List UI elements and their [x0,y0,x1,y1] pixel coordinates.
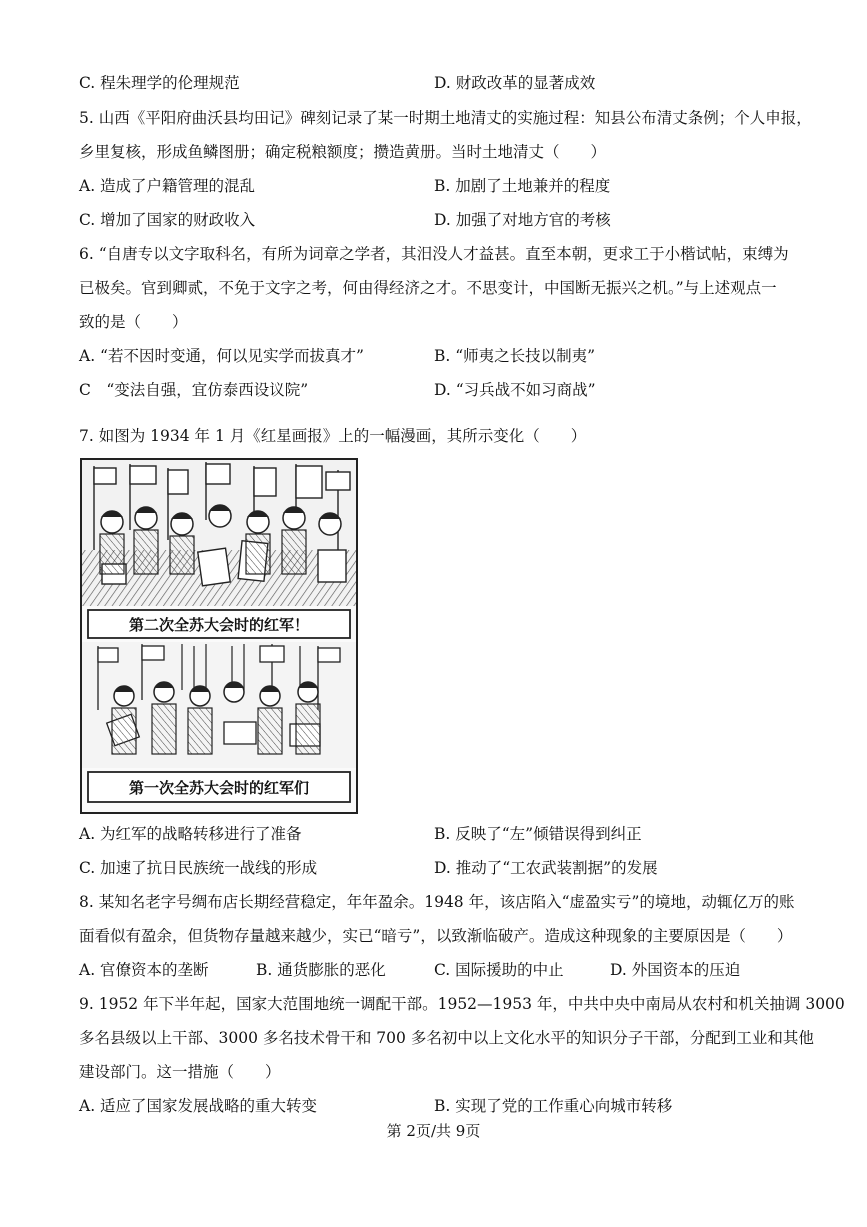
q5-stem-line-2: 乡里复核，形成鱼鳞图册；确定税粮额度；攒造黄册。当时土地清丈（ ） [79,143,607,161]
q8-stem-line-2: 面看似有盈余，但货物存量越来越少，实已“暗亏”，以致渐临破产。造成这种现象的主要原因是（ ） [79,927,793,945]
page-footer: 第 2页/共 9页 [386,1122,481,1140]
upper-panel-crowd [82,460,356,606]
q8-option-d: D. 外国资本的压迫 [610,961,741,979]
q5-option-b: B. 加剧了土地兼并的程度 [434,177,611,195]
q7-option-b: B. 反映了“左”倾错误得到纠正 [434,825,642,843]
lower-caption: 第一次全苏大会时的红军们 [128,779,310,797]
option-c: C. 程朱理学的伦理规范 [79,74,240,92]
cartoon-illustration [82,460,356,812]
q8-option-a: A. 官僚资本的垄断 [79,961,209,979]
q5-stem-line-1: 5. 山西《平阳府曲沃县均田记》碑刻记录了某一时期土地清丈的实施过程：知县公布清丈条例；个人申报， [79,109,812,127]
q8-option-c: C. 国际援助的中止 [434,961,564,979]
q7-stem: 7. 如图为 1934 年 1 月《红星画报》上的一幅漫画，其所示变化（ ） [79,427,587,445]
red-army-cartoon [80,458,358,814]
q9-stem-line-3: 建设部门。这一措施（ ） [79,1063,281,1081]
q6-option-b: B. “师夷之长技以制夷” [434,347,596,365]
q6-stem-line-2: 已极矣。官到卿贰，不免于文字之考，何由得经济之才。不思变计，中国断无振兴之机。”与上述观点一 [79,279,777,297]
q6-option-a: A. “若不因时变通，何以见实学而拔真才” [79,347,364,365]
q8-stem-line-1: 8. 某知名老字号绸布店长期经营稳定，年年盈余。1948 年，该店陷入“虚盈实亏”的境地，动辄亿万的账 [79,893,795,911]
q6-option-c: C “变法自强，宜仿泰西设议院” [79,381,309,399]
q5-option-c: C. 增加了国家的财政收入 [79,211,256,229]
q5-option-a: A. 造成了户籍管理的混乱 [79,177,256,195]
q7-option-c: C. 加速了抗日民族统一战线的形成 [79,859,318,877]
q9-stem-line-1: 9. 1952 年下半年起，国家大范围地统一调配干部。1952—1953 年，中共中央中南局从农村和机关抽调 3000 [79,995,845,1013]
q9-stem-line-2: 多名县级以上干部、3000 多名技术骨干和 700 多名初中以上文化水平的知识分子干部，分配到工业和其他 [79,1029,814,1047]
q9-option-b: B. 实现了党的工作重心向城市转移 [434,1097,673,1115]
q6-stem-line-1: 6. “自唐专以文字取科名，有所为词章之学者，其汨没人才益甚。直至本朝，更求工于小楷试帖，束缚为 [79,245,789,263]
q9-option-a: A. 适应了国家发展战略的重大转变 [79,1097,318,1115]
q5-option-d: D. 加强了对地方官的考核 [434,211,611,229]
q8-option-b: B. 通货膨胀的恶化 [256,961,386,979]
q7-option-d: D. 推动了“工农武装割据”的发展 [434,859,658,877]
lower-panel-crowd [82,642,356,768]
q7-option-a: A. 为红军的战略转移进行了准备 [79,825,302,843]
q6-stem-line-3: 致的是（ ） [79,313,188,331]
option-d: D. 财政改革的显著成效 [434,74,596,92]
q6-option-d: D. “习兵战不如习商战” [434,381,596,399]
upper-caption: 第二次全苏大会时的红军！ [128,616,310,634]
